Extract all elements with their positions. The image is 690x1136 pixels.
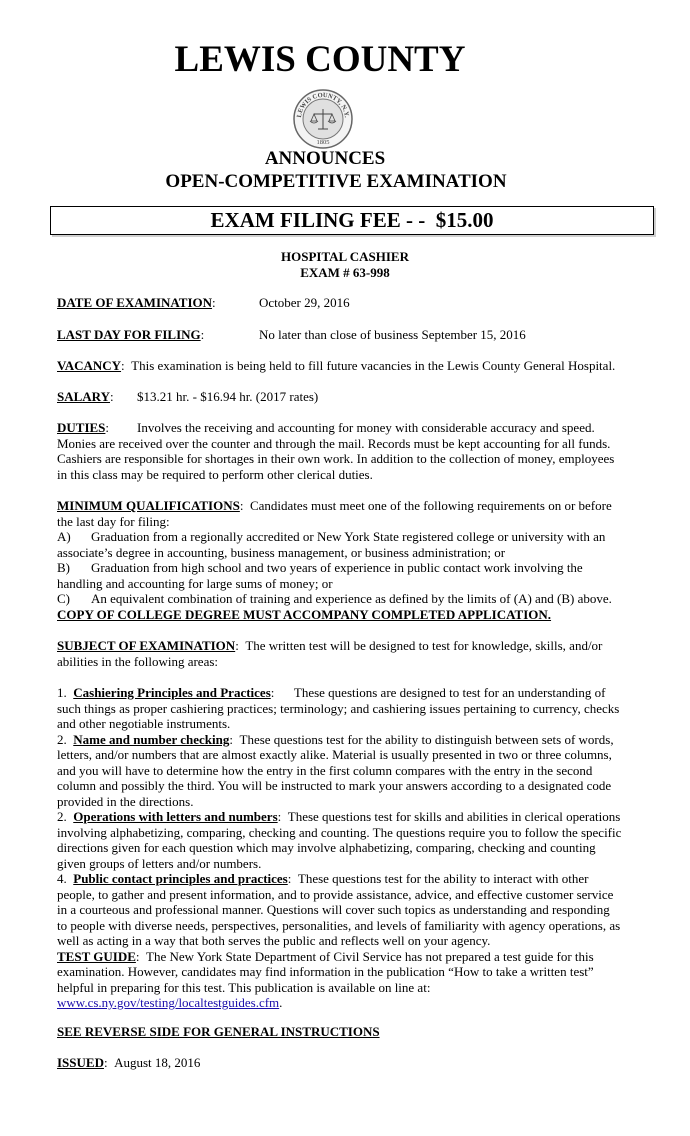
exam-type-heading: OPEN-COMPETITIVE EXAMINATION	[165, 171, 507, 192]
date-of-exam-row: DATE OF EXAMINATION: October 29, 2016	[57, 295, 350, 310]
duties-line-4: in this class may be required to perform other clerical duties.	[57, 466, 373, 482]
qual-option-a: A) Graduation from a regionally accredited or New York State registered college or university with an	[57, 529, 606, 544]
subject-area-2-line: letters, and/or numbers that are almost exactly alike. Material is usually presented in two or three columns,	[57, 747, 612, 762]
subject-intro-1: The written test will be designed to test for knowledge, skills, and/or	[245, 638, 603, 653]
filing-fee-box	[50, 206, 654, 235]
qual-option-b-cont: handling and accounting for large sums of money; or	[57, 575, 333, 591]
subject-section: SUBJECT OF EXAMINATION: The written test will be designed to test for knowledge, skills, and/or abilities in the following areas:	[57, 638, 657, 669]
qual-option-c: C) An equivalent combination of training and experience as defined by the limits of (A) and (B) above.	[57, 591, 612, 606]
subject-area-4: 4. Public contact principles and practices: These questions test for the ability to interact with other	[57, 871, 589, 886]
last-day-row: LAST DAY FOR FILING: No later than close of business September 15, 2016	[57, 327, 526, 342]
subject-area-4-line: in a courteous and professional manner. Questions will cover such topics as understanding and responding	[57, 902, 610, 917]
subject-area-4-line: well as acting in a way that both serves the public and reflects well on your agency.	[57, 933, 491, 948]
subject-area-2-line: and you will have to determine how the entry in the first column compares with the entry in the second	[57, 762, 593, 778]
subject-area-2-title: Name and number checking	[73, 731, 230, 747]
salary-value: $13.21 hr. - $16.94 hr. (2017 rates)	[137, 389, 319, 404]
reverse-side-notice: SEE REVERSE SIDE FOR GENERAL INSTRUCTIONS	[57, 1024, 380, 1039]
min-quals-label: MINIMUM QUALIFICATIONS	[57, 498, 240, 513]
subject-area-3-line: involving alphabetizing, comparing, checking and counting. The questions require you to follow the specific	[57, 824, 622, 840]
subject-area-4-title: Public contact principles and practices	[73, 871, 288, 886]
vacancy-value: This examination is being held to fill future vacancies in the Lewis County General Hospital.	[131, 358, 616, 373]
subject-intro-2: abilities in the following areas:	[57, 653, 219, 669]
test-guide-link[interactable]: www.cs.ny.gov/testing/localtestguides.cfm	[57, 995, 280, 1010]
vacancy-label: VACANCY	[57, 358, 122, 373]
last-day-label: LAST DAY FOR FILING	[57, 327, 201, 342]
vacancy-row: VACANCY: This examination is being held to fill future vacancies in the Lewis County General Hospital.	[57, 358, 616, 373]
salary-label: SALARY	[57, 389, 110, 404]
test-guide-line-3: helpful in preparing for this test. This publication is available on line at:	[57, 979, 431, 995]
subject-area-2: 2. Name and number checking: These questions test for the ability to distinguish between sets of words,	[57, 731, 614, 747]
svg-text:LEWIS COUNTY, N.Y.: LEWIS COUNTY, N.Y.	[295, 91, 350, 119]
subject-area-3-title: Operations with letters and numbers	[73, 809, 278, 824]
test-guide-line-1: TEST GUIDE: The New York State Department of Civil Service has not prepared a test guide for this	[57, 948, 594, 964]
min-quals-intro-1: Candidates must meet one of the following requirements on or before	[249, 498, 612, 513]
subject-area-2-line: provided in the directions.	[57, 793, 194, 809]
county-seal-icon	[292, 88, 354, 150]
exam-number: EXAM # 63-998	[300, 264, 390, 280]
test-guide-label: TEST GUIDE	[57, 948, 136, 964]
degree-notice: COPY OF COLLEGE DEGREE MUST ACCOMPANY COMPLETED APPLICATION.	[57, 606, 552, 622]
date-of-exam-value: October 29, 2016	[259, 295, 350, 310]
issued-label: ISSUED	[57, 1055, 104, 1070]
duties-line-3: Cashiers are responsible for shortages in their own work. In addition to the collection of money, employees	[57, 451, 615, 466]
qual-option-a-cont: associate’s degree in accounting, business management, or business administration; or	[57, 544, 506, 560]
subject-area-3-line: given groups of letters and/or numbers.	[57, 855, 262, 871]
subject-area-1: 1. Cashiering Principles and Practices: These questions are designed to test for an understanding of	[57, 685, 606, 700]
duties-line-1: Involves the receiving and accounting for money with considerable accuracy and speed.	[137, 420, 595, 435]
subject-area-3-line: directions given for each question which may involve alphabetizing, comparing, checking and counting	[57, 840, 596, 855]
issued-row: ISSUED: August 18, 2016	[57, 1055, 201, 1070]
qual-option-b: B) Graduation from high school and two years of experience in public contact work involving the	[57, 560, 583, 575]
min-quals-intro-2: the last day for filing:	[57, 513, 170, 529]
duties-label: DUTIES	[57, 420, 106, 435]
announces-heading: ANNOUNCES	[264, 148, 386, 169]
job-title: HOSPITAL CASHIER	[281, 249, 409, 264]
job-title-block	[0, 249, 690, 280]
fee-label: EXAM FILING FEE	[210, 208, 401, 232]
subject-area-2-line: column and possibly the third. You will be instructed to mark your answers according to a designated code	[57, 778, 612, 793]
fee-amount: $15.00	[435, 208, 494, 232]
test-guide-link-row: www.cs.ny.gov/testing/localtestguides.cfm.	[57, 995, 283, 1010]
subject-area-4-line: to people with diverse needs, perspectives, personalities, and levels of familiarity with agency operations, as	[57, 917, 621, 933]
test-guide-line-2: examination. However, candidates may find information in the publication “How to take a written test”	[57, 964, 594, 979]
issued-value: August 18, 2016	[114, 1055, 201, 1070]
svg-text:1805: 1805	[316, 139, 330, 146]
subject-areas-list	[57, 685, 657, 1011]
salary-row: SALARY: $13.21 hr. - $16.94 hr. (2017 rates)	[57, 389, 319, 404]
date-of-exam-label: DATE OF EXAMINATION	[57, 295, 213, 310]
fee-separator: - -	[400, 208, 436, 232]
subject-area-4-line: people, to gather and present information, and to provide assistance, advice, and effective customer service	[57, 886, 614, 902]
subject-area-1-line: such things as proper cashiering practices; terminology; and cashiering issues pertaining to currency, checks	[57, 700, 620, 716]
county-title: LEWIS COUNTY	[174, 39, 466, 80]
subject-area-1-line: and other negotiable instruments.	[57, 716, 231, 731]
min-quals-section: MINIMUM QUALIFICATIONS: Candidates must meet one of the following requirements on or before the last day for filing: A) Graduation from a regionally accredited or New York State registered college or university with an associate’s degree in accounting, business management, or business administration; or B) Graduation from high school and two years of experience in public contact work involving the handling and accounting for large sums of money; or C) An equivalent combination of training and experience as defined by the limits of (A) and (B) above. COPY OF COLLEGE DEGREE MUST ACCOMPANY COMPLETED APPLICATION.	[57, 498, 657, 622]
duties-section: DUTIES: Involves the receiving and accounting for money with considerable accuracy and speed. Monies are received over the counter and through the mail. Records must be kept accounting for all funds. Cashiers are responsible for shortages in their own work. In addition to the collection of money, employees in this class may be required to perform other clerical duties.	[57, 420, 657, 482]
duties-line-2: Monies are received over the counter and through the mail. Records must be kept accounting for all funds.	[57, 435, 611, 451]
subject-area-1-title: Cashiering Principles and Practices	[73, 685, 271, 700]
subject-label: SUBJECT OF EXAMINATION	[57, 638, 236, 653]
subject-area-3: 2. Operations with letters and numbers: These questions test for skills and abilities in clerical operations	[57, 809, 621, 824]
last-day-value: No later than close of business September 15, 2016	[259, 327, 526, 342]
